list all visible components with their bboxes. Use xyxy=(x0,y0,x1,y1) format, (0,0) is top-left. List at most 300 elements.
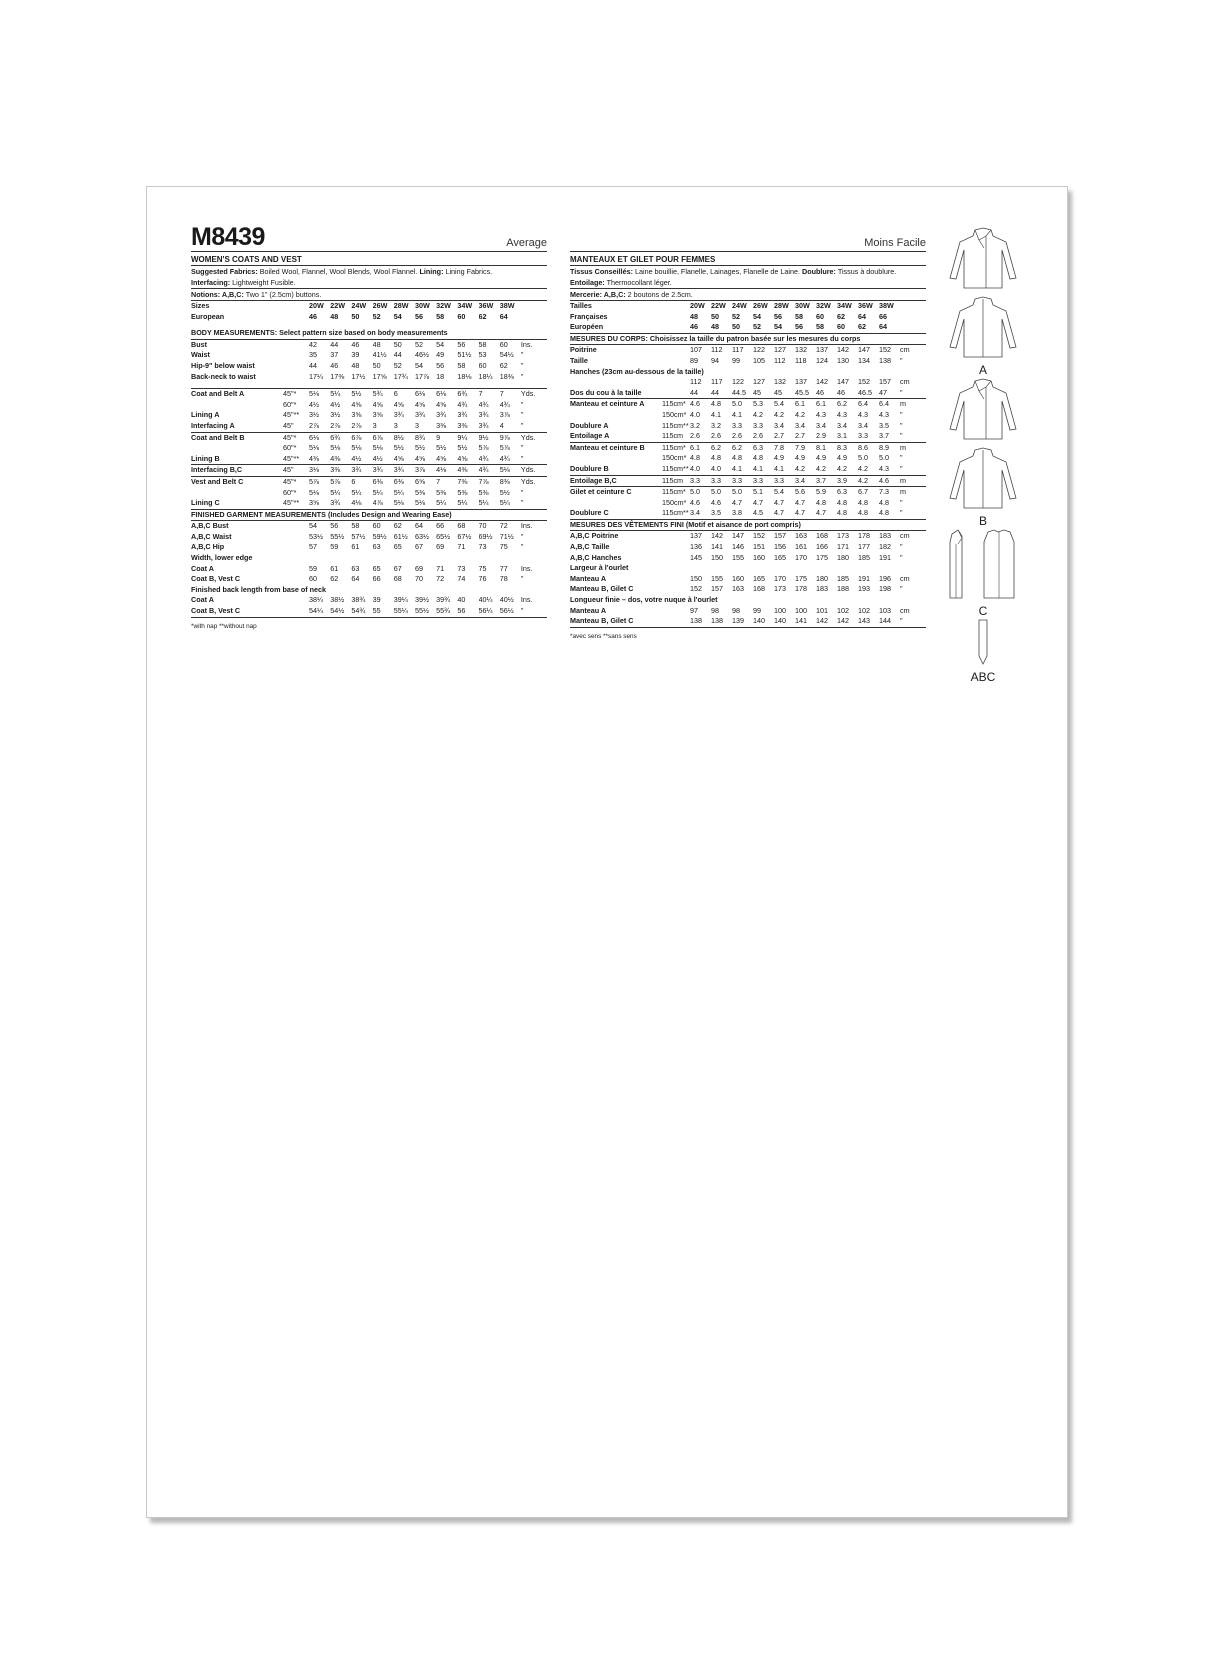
row-label: Coat A xyxy=(191,563,214,573)
cell-value: 3.4 xyxy=(858,420,868,430)
cell-value: 71 xyxy=(436,563,445,573)
cell-value: 44 xyxy=(711,387,719,397)
cell-value: 4⅛ xyxy=(351,498,362,508)
cell-value: 160 xyxy=(753,552,765,562)
cell-value: 54 xyxy=(436,339,445,349)
cell-value: 18 xyxy=(436,371,445,381)
cell-value: 2.9 xyxy=(816,431,826,441)
fabric-width xyxy=(283,574,309,585)
cell-value: 20W xyxy=(309,301,324,310)
row-label: European xyxy=(191,311,225,321)
table-row xyxy=(570,464,926,475)
unit: " xyxy=(900,355,903,365)
cell-value: 4¾ xyxy=(499,453,510,463)
cell-value: 34W xyxy=(837,301,852,310)
cell-value: 4½ xyxy=(372,453,383,463)
cell-value: 4⅝ xyxy=(351,399,362,409)
cell-value: 3 xyxy=(393,420,398,430)
cell-value: 142 xyxy=(711,531,723,541)
cell-value: 5.4 xyxy=(774,399,795,410)
fabrics-block-fr xyxy=(570,266,926,289)
unit: " xyxy=(900,552,903,562)
table-row xyxy=(191,606,547,617)
cell-value: 18¼ xyxy=(478,371,493,381)
table-row xyxy=(570,563,926,574)
cell-value: 4.8 xyxy=(858,497,868,507)
cell-value: 69½ xyxy=(478,531,493,541)
cell-value: 7 xyxy=(500,389,521,400)
cell-value: 4.0 xyxy=(711,463,721,473)
cell-value: 67 xyxy=(414,542,423,552)
english-measurement-table xyxy=(191,301,547,617)
cell-value: 4¾ xyxy=(499,399,510,409)
fabric-width xyxy=(283,372,309,383)
section-heading: FINISHED GARMENT MEASUREMENTS (Includes Design and Wearing Ease) xyxy=(191,509,547,521)
unit: " xyxy=(520,399,524,409)
cell-value: 3.5 xyxy=(879,420,889,430)
fabric-width: 45"* xyxy=(283,389,309,400)
cell-value: 46 xyxy=(816,387,824,397)
cell-value: 62 xyxy=(330,574,339,584)
cell-value: 56 xyxy=(414,311,423,321)
cell-value: 3 xyxy=(414,420,419,430)
view-label: ABC xyxy=(970,670,996,684)
fabric-width: 150cm* xyxy=(662,453,687,463)
cell-value: 3⅜ xyxy=(457,420,468,430)
fabric-width: 150cm* xyxy=(662,409,687,419)
footnote-fr: *avec sens **sans sens xyxy=(570,627,926,641)
table-row xyxy=(570,345,926,356)
table-row xyxy=(191,488,547,499)
cell-value: 5¼ xyxy=(457,498,468,508)
fabric-width: 150cm* xyxy=(662,497,687,507)
cell-value: 4½ xyxy=(351,453,362,463)
cell-value: 55¼ xyxy=(393,606,408,616)
cell-value: 3.8 xyxy=(732,508,742,518)
cell-value: 6.7 xyxy=(858,487,879,498)
interfacing-text: Lightweight Fusible. xyxy=(230,278,296,287)
cell-value: 77 xyxy=(499,563,508,573)
cell-value: 160 xyxy=(732,573,744,583)
cell-value: 166 xyxy=(816,542,828,552)
cell-value: 44 xyxy=(330,339,339,349)
cell-value: 101 xyxy=(816,605,828,615)
cell-value: 147 xyxy=(837,377,849,387)
row-label: A,B,C Waist xyxy=(191,531,232,541)
notions-block-fr xyxy=(570,289,926,301)
cell-value: 69 xyxy=(414,563,423,573)
cell-value: 5⅛ xyxy=(351,443,362,453)
row-label: Lining C xyxy=(191,498,220,508)
cell-value: 4⅝ xyxy=(436,453,447,463)
row-label: Taille xyxy=(570,355,588,365)
row-label: Interfacing A xyxy=(191,420,235,430)
cell-value: 178 xyxy=(795,584,807,594)
unit: cm xyxy=(900,605,910,615)
fabric-width: 115cm** xyxy=(662,420,689,430)
fabric-width: 45"** xyxy=(283,453,300,463)
cell-value: 54½ xyxy=(499,350,514,360)
cell-value: 63 xyxy=(351,563,360,573)
cell-value: 4⅜ xyxy=(457,465,478,477)
row-label: Manteau B, Gilet C xyxy=(570,616,634,626)
cell-value: 64 xyxy=(879,322,887,332)
cell-value: 4.7 xyxy=(795,497,805,507)
french-measurement-table xyxy=(570,301,926,627)
row-label: Vest and Belt C xyxy=(191,476,283,487)
unit: " xyxy=(520,542,524,552)
row-label: Sizes xyxy=(191,301,210,310)
cell-value: 4.0 xyxy=(690,463,700,473)
cell-value: 4.9 xyxy=(795,453,805,463)
cell-value: 139 xyxy=(732,616,744,626)
cell-value: 4.5 xyxy=(753,508,763,518)
cell-value: 54 xyxy=(753,311,761,321)
cell-value: 3⅜ xyxy=(330,465,351,477)
unit: Yds. xyxy=(521,389,547,400)
cell-value: 136 xyxy=(690,542,702,552)
fabric-width: 60"* xyxy=(283,399,297,409)
unit: Yds. xyxy=(521,432,547,443)
table-row xyxy=(570,475,926,487)
cell-value: 168 xyxy=(816,531,828,541)
fabric-width: 115cm xyxy=(662,475,690,487)
table-row xyxy=(191,350,547,361)
table-row xyxy=(570,388,926,399)
cell-value: 5⅞ xyxy=(499,443,510,453)
table-row xyxy=(570,584,926,595)
table-row xyxy=(570,595,926,606)
cell-value: 112 xyxy=(690,377,702,387)
notions-label-fr: Mercerie: A,B,C: xyxy=(570,290,626,299)
table-row xyxy=(191,400,547,411)
cell-value: 59 xyxy=(309,563,318,573)
cell-value: 46 xyxy=(351,339,360,349)
cell-value: 122 xyxy=(732,377,744,387)
cell-value: 5¼ xyxy=(330,389,351,400)
cell-value: 26W xyxy=(372,301,388,310)
cell-value: 137 xyxy=(690,531,702,541)
notions-label: Notions: A,B,C: xyxy=(191,290,244,299)
cell-value: 3.4 xyxy=(795,475,816,487)
cell-value: 4⅜ xyxy=(330,453,341,463)
cell-value: 3⅝ xyxy=(372,410,383,420)
cell-value: 28W xyxy=(774,301,789,310)
cell-value: 7 xyxy=(436,476,457,487)
cell-value: 3⅜ xyxy=(436,420,447,430)
cell-value: 54 xyxy=(393,311,402,321)
cell-value: 157 xyxy=(711,584,723,594)
cell-value: 4¾ xyxy=(457,399,468,409)
cell-value: 185 xyxy=(837,573,849,583)
cell-value: 117 xyxy=(732,345,744,355)
table-row xyxy=(570,421,926,432)
table-row xyxy=(191,328,547,339)
cell-value: 38¾ xyxy=(351,595,366,605)
cell-value: 5⅛ xyxy=(309,487,320,497)
cell-value: 2.7 xyxy=(774,431,784,441)
row-label xyxy=(191,488,283,499)
cell-value: 2⅞ xyxy=(351,420,362,430)
cell-value: 170 xyxy=(774,573,786,583)
table-row xyxy=(570,498,926,509)
unit: " xyxy=(520,487,524,497)
cell-value: 58 xyxy=(795,311,803,321)
cell-value: 185 xyxy=(858,552,870,562)
cell-value: 6.2 xyxy=(711,442,732,453)
table-row xyxy=(570,606,926,617)
cell-value: 48 xyxy=(351,360,360,370)
cell-value: 60 xyxy=(372,521,381,531)
lining-text-fr: Tissus à doublure. xyxy=(835,267,897,276)
cell-value: 6.1 xyxy=(816,399,837,410)
table-row xyxy=(191,301,547,312)
cell-value: 143 xyxy=(858,616,870,626)
cell-value: 4.7 xyxy=(774,508,784,518)
table-row xyxy=(570,301,926,312)
cell-value: 3¾ xyxy=(351,465,372,477)
cell-value: 60 xyxy=(309,574,318,584)
fabric-width: 45"** xyxy=(283,410,300,420)
section-heading: MESURES DU CORPS: Choisissez la taille du patron basée sur les mesures du corps xyxy=(570,333,926,345)
lining-label: Lining: xyxy=(419,267,444,276)
cell-value: 58 xyxy=(351,521,360,531)
cell-value: 67 xyxy=(393,563,402,573)
cell-value: 61 xyxy=(351,542,360,552)
fabric-width xyxy=(283,361,309,372)
cell-value: 39 xyxy=(351,350,360,360)
row-label: Européen xyxy=(570,322,604,332)
cell-value: 147 xyxy=(732,531,744,541)
cell-value: 105 xyxy=(753,355,765,365)
row-label: Coat B, Vest C xyxy=(191,606,241,616)
cell-value: 4.0 xyxy=(690,409,700,419)
table-row xyxy=(570,531,926,542)
cell-value: 3.7 xyxy=(879,431,889,441)
cell-value: 141 xyxy=(711,542,723,552)
cell-value: 56 xyxy=(457,339,466,349)
row-label: A,B,C Bust xyxy=(191,521,229,531)
cell-value: 17¼ xyxy=(309,371,324,381)
fabric-width xyxy=(662,377,690,388)
cell-value: 3.4 xyxy=(795,420,805,430)
unit: " xyxy=(520,443,524,453)
cell-value: 5½ xyxy=(393,443,404,453)
cell-value: 165 xyxy=(774,552,786,562)
cell-value: 118 xyxy=(795,355,807,365)
cell-value: 5.0 xyxy=(732,399,753,410)
table-row xyxy=(191,339,547,350)
cell-value: 8½ xyxy=(394,432,415,443)
cell-value: 3¾ xyxy=(414,410,425,420)
cell-value: 5.0 xyxy=(732,487,753,498)
cell-value: 5½ xyxy=(457,443,468,453)
cell-value: 44 xyxy=(690,387,698,397)
cell-value: 55½ xyxy=(414,606,429,616)
cell-value: 47 xyxy=(879,387,887,397)
cell-value: 3.3 xyxy=(753,420,763,430)
fabric-width: 45" xyxy=(283,465,309,477)
cell-value: 70 xyxy=(414,574,423,584)
cell-value: 45 xyxy=(753,387,761,397)
row-label: A,B,C Hip xyxy=(191,542,225,552)
row-label: A,B,C Poitrine xyxy=(570,531,619,541)
cell-value: 155 xyxy=(711,573,723,583)
row-label: Manteau A xyxy=(570,605,607,615)
cell-value: 8⅜ xyxy=(500,476,521,487)
cell-value: 48 xyxy=(690,311,698,321)
cell-value: 3⅞ xyxy=(499,410,510,420)
cell-value: 65 xyxy=(372,563,381,573)
subheading: Width, lower edge xyxy=(191,553,253,563)
unit xyxy=(900,312,926,323)
cell-value: 8.3 xyxy=(837,442,858,453)
cell-value: 17⅝ xyxy=(372,371,387,381)
table-row xyxy=(191,532,547,543)
unit: " xyxy=(520,410,524,420)
cell-value: 4.9 xyxy=(774,453,784,463)
row-label: Françaises xyxy=(570,311,608,321)
cell-value: 5⅞ xyxy=(478,443,489,453)
cell-value: 57½ xyxy=(351,531,366,541)
cell-value: 5⅜ xyxy=(478,487,489,497)
cell-value: 4.1 xyxy=(711,409,721,419)
cell-value: 24W xyxy=(732,301,747,310)
cell-value: 177 xyxy=(858,542,870,552)
cell-value: 4.2 xyxy=(858,475,879,487)
cell-value: 63 xyxy=(372,542,381,552)
cell-value: 5¼ xyxy=(499,498,510,508)
french-column xyxy=(570,225,926,641)
fabric-width: 60"* xyxy=(283,443,297,453)
cell-value: 8¾ xyxy=(415,432,436,443)
cell-value: 18⅛ xyxy=(457,371,472,381)
fabric-width xyxy=(283,606,309,617)
lining-text: Lining Fabrics. xyxy=(443,267,493,276)
fabric-width xyxy=(283,532,309,543)
cell-value: 97 xyxy=(690,605,698,615)
cell-value: 4.3 xyxy=(837,409,847,419)
cell-value: 4.2 xyxy=(795,463,805,473)
cell-value: 147 xyxy=(858,345,870,355)
cell-value: 5.0 xyxy=(879,453,889,463)
fabric-width xyxy=(662,345,690,356)
cell-value: 64 xyxy=(499,311,508,321)
cell-value: 50 xyxy=(732,322,740,332)
row-label: A,B,C Taille xyxy=(570,542,610,552)
cell-value: 3.4 xyxy=(837,420,847,430)
cell-value: 4.2 xyxy=(816,463,826,473)
cell-value: 3.4 xyxy=(690,508,700,518)
table-row xyxy=(570,377,926,388)
fabric-width xyxy=(662,322,690,333)
cell-value: 34W xyxy=(457,301,473,310)
row-label: Doublure C xyxy=(570,508,609,518)
cell-value: 165 xyxy=(753,573,765,583)
unit xyxy=(900,301,926,312)
unit: " xyxy=(520,453,524,463)
cell-value: 17¾ xyxy=(393,371,408,381)
cell-value: 5⅛ xyxy=(309,389,330,400)
fabric-width: 45" xyxy=(283,420,294,430)
cell-value: 99 xyxy=(753,605,761,615)
cell-value: 4.6 xyxy=(879,475,900,487)
fabric-width xyxy=(662,606,690,617)
fabric-width xyxy=(662,356,690,367)
cell-value: 60 xyxy=(478,360,487,370)
cell-value: 5.6 xyxy=(795,487,816,498)
table-row xyxy=(570,574,926,585)
cell-value: 132 xyxy=(795,345,807,355)
cell-value: 8.9 xyxy=(879,442,900,453)
row-label: Poitrine xyxy=(570,345,597,355)
cell-value: 45.5 xyxy=(795,387,809,397)
cell-value: 7.3 xyxy=(879,487,900,498)
view-a-back-sketch xyxy=(948,295,1018,377)
cell-value: 9⅞ xyxy=(500,432,521,443)
row-label xyxy=(570,498,662,509)
cell-value: 4.1 xyxy=(774,463,784,473)
cell-value: 5¼ xyxy=(351,487,362,497)
table-row xyxy=(570,312,926,323)
row-label: Interfacing B,C xyxy=(191,465,283,477)
cell-value: 42 xyxy=(309,339,318,349)
cell-value: 175 xyxy=(816,552,828,562)
cell-value: 2⅞ xyxy=(309,420,320,430)
cell-value: 58 xyxy=(436,311,445,321)
cell-value: 5.0 xyxy=(858,453,868,463)
cell-value: 7.9 xyxy=(795,442,816,453)
row-label: Lining A xyxy=(191,410,220,420)
cell-value: 46 xyxy=(330,360,339,370)
cell-value: 5⅛ xyxy=(309,443,320,453)
table-row xyxy=(191,476,547,487)
cell-value: 3⅞ xyxy=(415,465,436,477)
cell-value: 8.1 xyxy=(816,442,837,453)
cell-value: 4.1 xyxy=(753,463,763,473)
cell-value: 3.3 xyxy=(732,475,753,487)
cell-value: 38W xyxy=(499,301,515,310)
cell-value: 69 xyxy=(436,542,445,552)
unit: " xyxy=(520,606,524,616)
notions-block xyxy=(191,289,547,301)
cell-value: 4.8 xyxy=(690,453,700,463)
cell-value: 142 xyxy=(837,345,849,355)
cell-value: 4.1 xyxy=(732,463,742,473)
cell-value: 6.1 xyxy=(690,442,711,453)
row-label: Back-neck to waist xyxy=(191,371,256,381)
cell-value: 6⅞ xyxy=(351,432,372,443)
cell-value: 53 xyxy=(478,350,487,360)
fabric-width xyxy=(283,542,309,553)
interfacing-label-fr: Entoilage: xyxy=(570,278,605,287)
unit: m xyxy=(900,442,926,453)
cell-value: 17⅞ xyxy=(414,371,429,381)
difficulty-level: Average xyxy=(506,237,547,249)
cell-value: 141 xyxy=(795,616,807,626)
cell-value: 4.7 xyxy=(732,497,742,507)
cell-value: 52 xyxy=(393,360,402,370)
cell-value: 198 xyxy=(879,584,891,594)
cell-value: 4 xyxy=(499,420,504,430)
unit: " xyxy=(900,387,903,397)
cell-value: 5½ xyxy=(436,443,447,453)
cell-value: 3.1 xyxy=(837,431,847,441)
cell-value: 54¼ xyxy=(309,606,324,616)
cell-value: 67½ xyxy=(457,531,472,541)
cell-value: 20W xyxy=(690,301,705,310)
row-label: Coat A xyxy=(191,595,214,605)
